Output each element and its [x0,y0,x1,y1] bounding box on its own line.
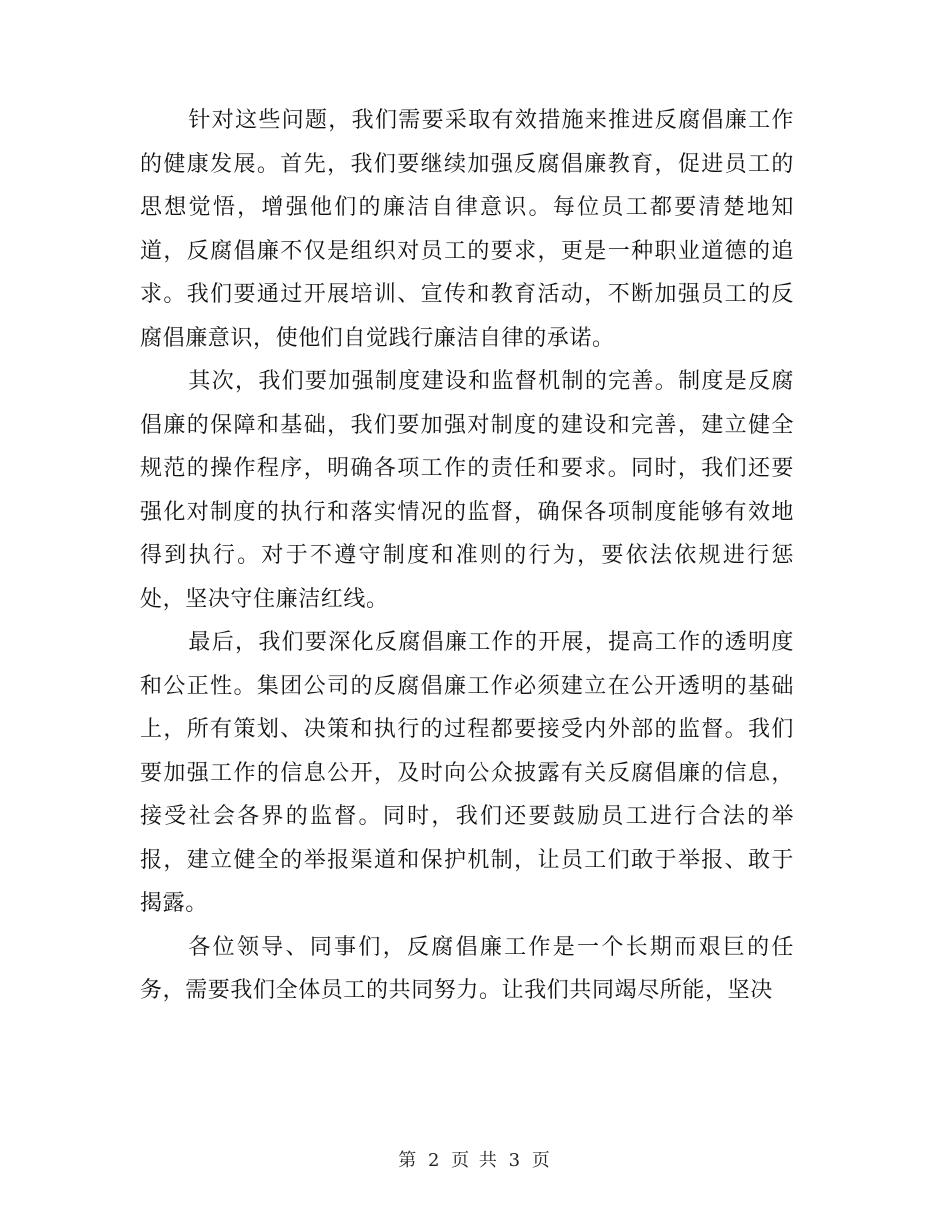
page-footer [0,1146,950,1172]
paragraph-2: 其次，我们要加强制度建设和监督机制的完善。制度是反腐倡廉的保障和基础，我们要加强对制度的建设和完善，建立健全规范的操作程序，明确各项工作的责任和要求。同时，我们还要强化对制度的执行和落实情况的监督，确保各项制度能够有效地得到执行。对于不遵守制度和准则的行为，要依法依规进行惩处，坚决守住廉洁红线。 [140,369,794,612]
footer-middle: 页 共 [451,1150,499,1171]
current-page-number: 2 [427,1150,442,1171]
paragraph-4: 各位领导、同事们，反腐倡廉工作是一个长期而艰巨的任务，需要我们全体员工的共同努力。让我们共同竭尽所能，坚决 [140,934,794,1003]
total-pages-number: 3 [508,1150,523,1171]
paragraph-3: 最后，我们要深化反腐倡廉工作的开展，提高工作的透明度和公正性。集团公司的反腐倡廉工作必须建立在公开透明的基础上，所有策划、决策和执行的过程都要接受内外部的监督。我们要加强工作的信息公开，及时向公众披露有关反腐倡廉的信息，接受社会各界的监督。同时，我们还要鼓励员工进行合法的举报，建立健全的举报渠道和保护机制，让员工们敢于举报、敢于揭露。 [140,630,794,916]
footer-suffix: 页 [531,1150,552,1171]
document-body [140,99,794,1013]
footer-prefix: 第 [398,1150,419,1171]
paragraph-1: 针对这些问题，我们需要采取有效措施来推进反腐倡廉工作的健康发展。首先，我们要继续加强反腐倡廉教育，促进员工的思想觉悟，增强他们的廉洁自律意识。每位员工都要清楚地知道，反腐倡廉不仅是组织对员工的要求，更是一种职业道德的追求。我们要通过开展培训、宣传和教育活动，不断加强员工的反腐倡廉意识，使他们自觉践行廉洁自律的承诺。 [140,108,794,351]
